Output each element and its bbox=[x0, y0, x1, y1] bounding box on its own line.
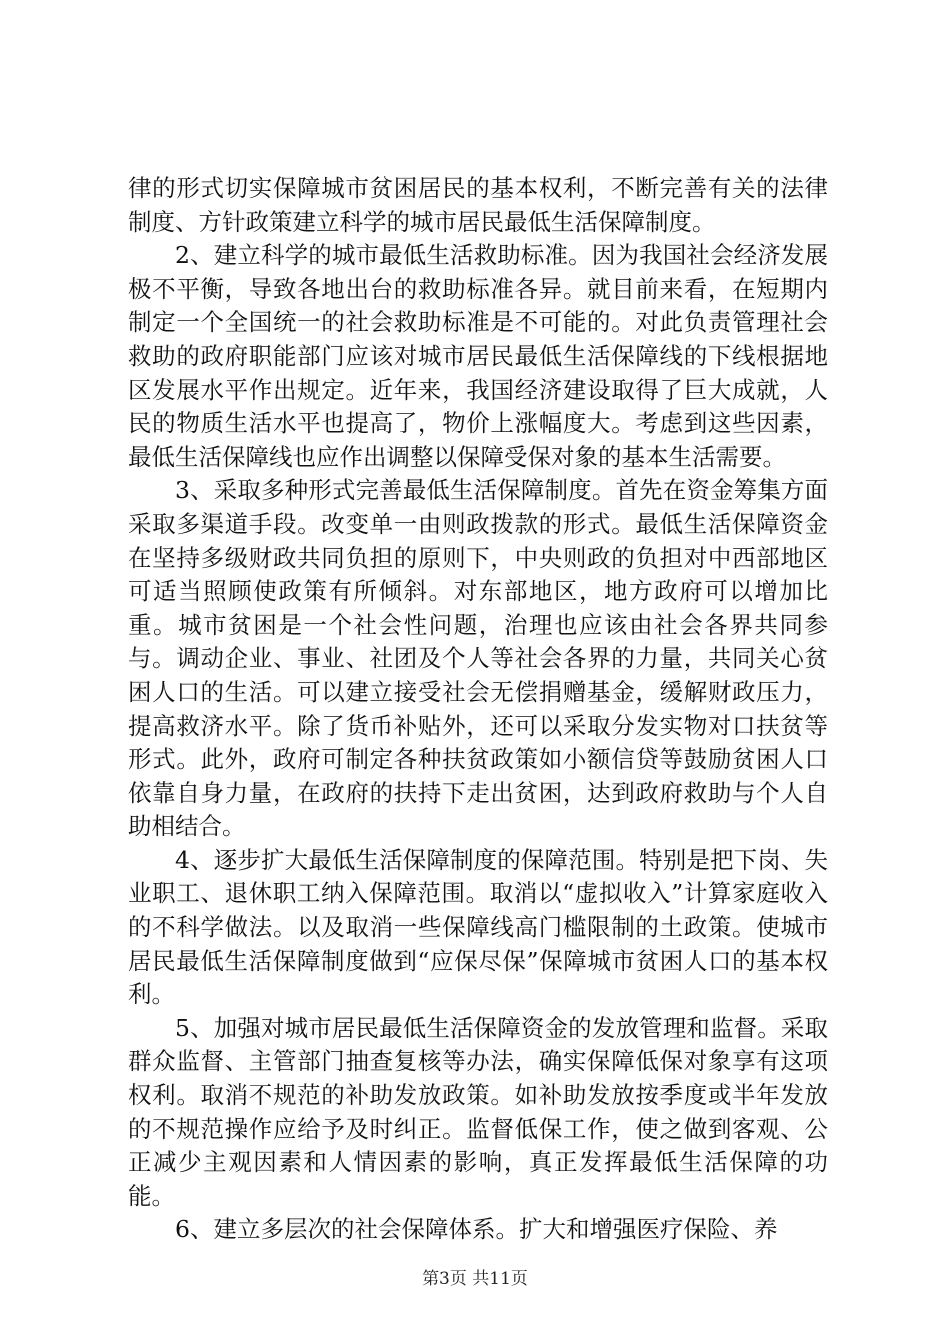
paragraph-2: 2、建立科学的城市最低生活救助标准。因为我国社会经济发展极不平衡，导致各地出台的救助标准各异。就目前来看，在短期内制定一个全国统一的社会救助标准是不可能的。对此负责管理社会救助的政府职能部门应该对城市居民最低生活保障线的下线根据地区发展水平作出规定。近年来，我国经济建设取得了巨大成就，人民的物质生活水平也提高了，物价上涨幅度大。考虑到这些因素，最低生活保障线也应作出调整以保障受保对象的基本生活需要。 bbox=[128, 241, 828, 471]
page-footer: 第3页 共11页 bbox=[422, 1269, 528, 1289]
paragraph-3: 3、采取多种形式完善最低生活保障制度。首先在资金筹集方面采取多渠道手段。改变单一由则政拨款的形式。最低生活保障资金在坚持多级财政共同负担的原则下，中央则政的负担对中西部地区可适当照顾使政策有所倾斜。对东部地区，地方政府可以增加比重。城市贫困是一个社会性问题，治理也应该由社会各界共同参与。调动企业、事业、社团及个人等社会各界的力量，共同关心贫困人口的生活。可以建立接受社会无偿捐赠基金，缓解财政压力，提高救济水平。除了货币补贴外，还可以采取分发实物对口扶贫等形式。此外，政府可制定各种扶贫政策如小额信贷等鼓励贫困人口依靠自身力量，在政府的扶持下走出贫困，达到政府救助与个人自助相结合。 bbox=[128, 476, 828, 841]
paragraph-4: 4、逐步扩大最低生活保障制度的保障范围。特别是把下岗、失业职工、退休职工纳入保障范围。取消以“虚拟收入”计算家庭收入的不科学做法。以及取消一些保障线高门槛限制的土政策。使城市居民最低生活保障制度做到“应保尽保”保障城市贫困人口的基本权利。 bbox=[128, 845, 828, 1009]
paragraph-6: 6、建立多层次的社会保障体系。扩大和增强医疗保险、养 bbox=[175, 1215, 778, 1244]
paragraph-continuation: 律的形式切实保障城市贫困居民的基本权利，不断完善有关的法律制度、方针政策建立科学的城市居民最低生活保障制度。 bbox=[128, 174, 828, 236]
document-body bbox=[128, 172, 828, 1247]
paragraph-5: 5、加强对城市居民最低生活保障资金的发放管理和监督。采取群众监督、主管部门抽查复核等办法，确实保障低保对象享有这项权利。取消不规范的补助发放政策。如补助发放按季度或半年发放的不规范操作应给予及时纠正。监督低保工作，使之做到客观、公正减少主观因素和人情因素的影响，真正发挥最低生活保障的功能。 bbox=[128, 1013, 828, 1210]
